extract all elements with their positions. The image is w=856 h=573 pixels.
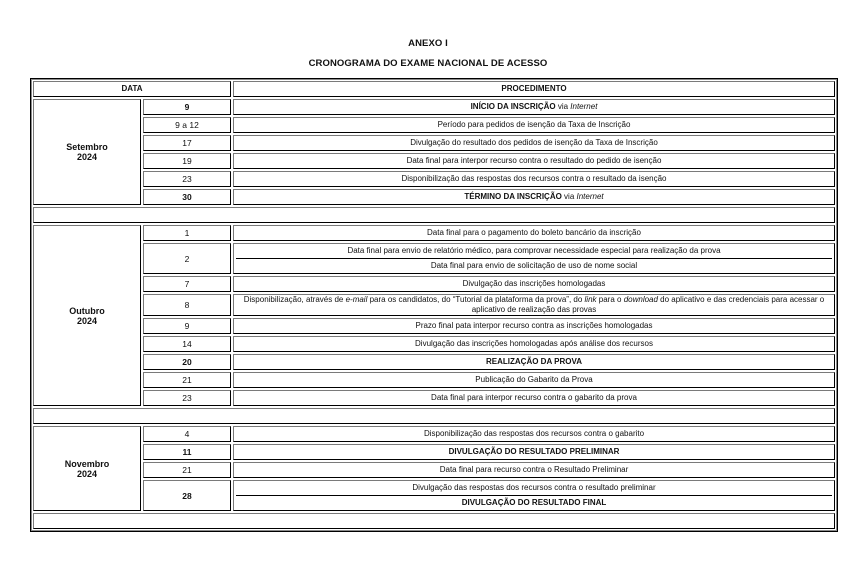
table-row <box>33 294 835 316</box>
spacer-row <box>33 513 835 529</box>
procedure-bold: TÉRMINO DA INSCRIÇÃO <box>464 192 562 201</box>
procedure-cell: Data final para envio de relatório médico, para comprovar necessidade especial para realização da prova <box>236 244 832 259</box>
table-row <box>33 318 835 334</box>
procedure-cell: DIVULGAÇÃO DO RESULTADO FINAL <box>461 498 607 507</box>
day-cell: 28 <box>143 480 231 511</box>
procedure-cell: Data final para envio de solicitação de uso de nome social <box>430 261 638 270</box>
day-cell: 9 <box>143 318 231 334</box>
procedure-bold: INÍCIO DA INSCRIÇÃO <box>470 102 556 111</box>
procedure-cell <box>233 294 835 316</box>
table-row <box>33 276 835 292</box>
day-cell: 17 <box>143 135 231 151</box>
header-row <box>33 81 835 97</box>
procedure-cell: Disponibilização das respostas dos recursos contra o resultado da isenção <box>233 171 835 187</box>
day-cell: 8 <box>143 294 231 316</box>
table-row <box>33 225 835 241</box>
procedure-cell: Divulgação das respostas dos recursos contra o resultado preliminar <box>236 481 832 496</box>
procedure-cell: Prazo final pata interpor recurso contra as inscrições homologadas <box>233 318 835 334</box>
procedure-cell: DIVULGAÇÃO DO RESULTADO PRELIMINAR <box>233 444 835 460</box>
day-cell: 23 <box>143 390 231 406</box>
table-row <box>33 372 835 388</box>
table-row <box>33 153 835 169</box>
table-row <box>33 117 835 133</box>
procedure-subtable <box>236 481 832 510</box>
procedure-cell: Data final para recurso contra o Resultado Preliminar <box>233 462 835 478</box>
procedure-text: para os candidatos, do “Tutorial da plataforma da prova”, do <box>367 295 585 304</box>
day-cell: 1 <box>143 225 231 241</box>
annex-title: ANEXO I <box>408 38 448 49</box>
procedure-cell: Data final para interpor recurso contra o resultado do pedido de isenção <box>233 153 835 169</box>
procedure-italic: download <box>623 295 658 304</box>
month-year: 2024 <box>76 152 98 162</box>
day-cell: 30 <box>143 189 231 205</box>
procedure-cell: Divulgação do resultado dos pedidos de isenção da Taxa de Inscrição <box>233 135 835 151</box>
procedure-cell: Data final para interpor recurso contra o gabarito da prova <box>233 390 835 406</box>
month-name: Novembro <box>64 458 110 469</box>
day-cell: 9 <box>143 99 231 115</box>
procedure-text: para o <box>596 295 624 304</box>
procedure-italic: link <box>584 295 597 304</box>
month-cell-september <box>33 99 141 205</box>
day-cell: 20 <box>143 354 231 370</box>
month-year: 2024 <box>76 468 98 479</box>
spacer-cell <box>33 207 835 223</box>
table-row <box>33 444 835 460</box>
day-cell: 4 <box>143 426 231 442</box>
month-cell-november <box>33 426 141 511</box>
day-cell: 11 <box>143 444 231 460</box>
table-row <box>33 189 835 205</box>
procedure-cell: Divulgação das inscrições homologadas <box>233 276 835 292</box>
procedure-text: Disponibilização, através de <box>243 295 346 304</box>
table-row <box>33 135 835 151</box>
day-cell: 23 <box>143 171 231 187</box>
schedule-title: CRONOGRAMA DO EXAME NACIONAL DE ACESSO <box>308 58 548 69</box>
table-row <box>33 99 835 115</box>
day-cell: 21 <box>143 372 231 388</box>
table-row <box>33 354 835 370</box>
procedure-subtable <box>236 244 832 273</box>
day-cell: 2 <box>143 243 231 274</box>
procedure-cell-group <box>233 243 835 274</box>
table-row <box>33 462 835 478</box>
procedure-plain: via <box>555 102 571 111</box>
procedure-cell: Divulgação das inscrições homologadas após análise dos recursos <box>233 336 835 352</box>
spacer-row <box>33 207 835 223</box>
month-name: Setembro <box>66 142 108 152</box>
header-date: DATA <box>33 81 231 97</box>
day-cell: 7 <box>143 276 231 292</box>
spacer-row <box>33 408 835 424</box>
procedure-cell: Data final para o pagamento do boleto bancário da inscrição <box>233 225 835 241</box>
procedure-cell: Publicação do Gabarito da Prova <box>233 372 835 388</box>
procedure-italic: Internet <box>576 192 604 201</box>
table-row <box>33 390 835 406</box>
month-year: 2024 <box>76 315 98 326</box>
month-cell-october <box>33 225 141 406</box>
day-cell: 9 a 12 <box>143 117 231 133</box>
procedure-cell <box>233 189 835 205</box>
table-row <box>33 171 835 187</box>
procedure-text: do aplicativo e das credenciais para acessar o aplicativo de realização das provas <box>471 295 825 314</box>
day-cell: 21 <box>143 462 231 478</box>
procedure-cell: Disponibilização das respostas dos recursos contra o gabarito <box>233 426 835 442</box>
procedure-italic: Internet <box>570 102 598 111</box>
spacer-cell <box>33 513 835 529</box>
day-cell: 19 <box>143 153 231 169</box>
procedure-cell <box>233 99 835 115</box>
procedure-cell: Período para pedidos de isenção da Taxa de Inscrição <box>233 117 835 133</box>
table-row <box>33 426 835 442</box>
procedure-cell: REALIZAÇÃO DA PROVA <box>233 354 835 370</box>
procedure-cell-group <box>233 480 835 511</box>
table-row <box>33 243 835 274</box>
day-cell: 14 <box>143 336 231 352</box>
header-procedure: PROCEDIMENTO <box>233 81 835 97</box>
procedure-italic: e-mail <box>345 295 368 304</box>
table-row <box>33 336 835 352</box>
table-row <box>33 480 835 511</box>
schedule-table <box>30 78 838 532</box>
spacer-cell <box>33 408 835 424</box>
month-name: Outubro <box>69 305 105 316</box>
procedure-plain: via <box>561 192 577 201</box>
